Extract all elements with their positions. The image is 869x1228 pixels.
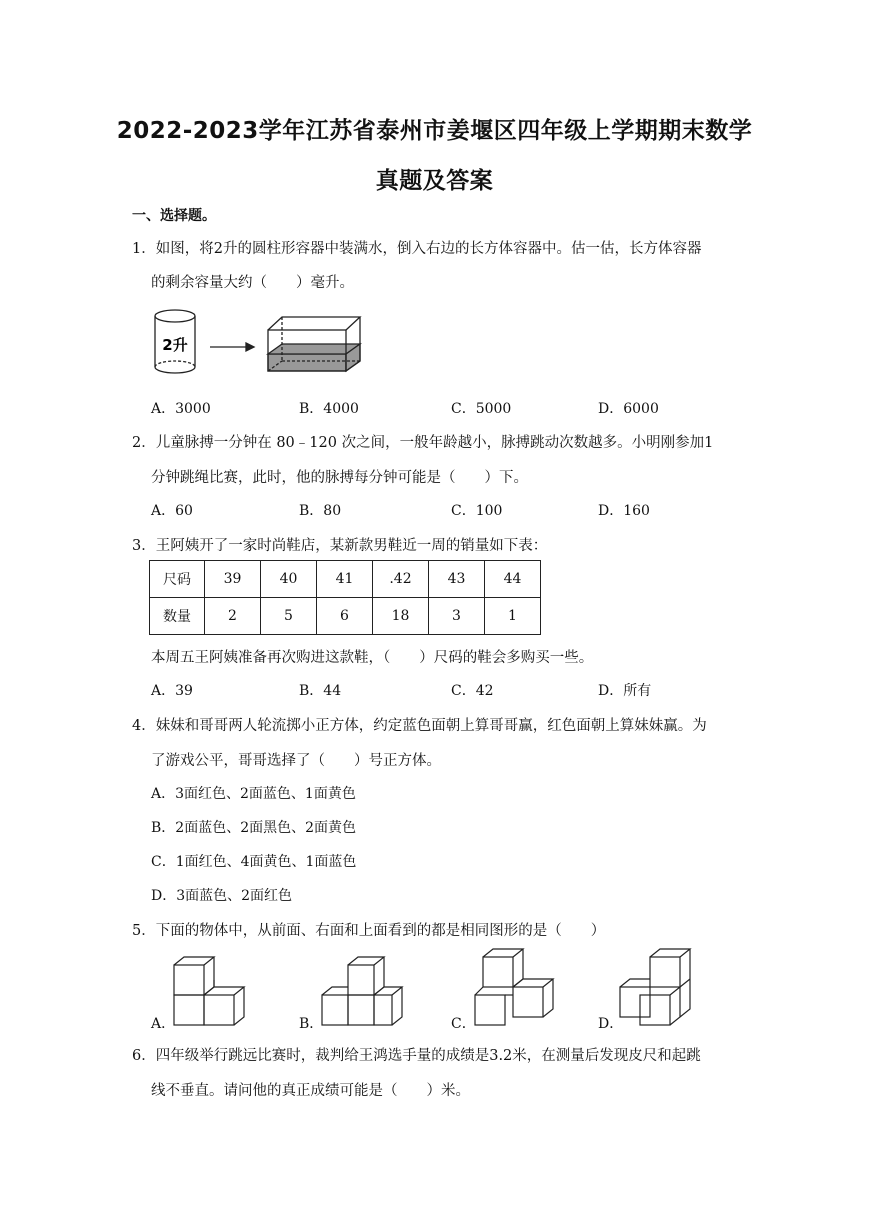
q4-option-d: D．3面蓝色、2面红色 [151, 888, 293, 904]
q5-option-d: D． [598, 1016, 624, 1032]
cylinder-label: 2升 [162, 336, 188, 354]
q2-option-a: A．60 [151, 503, 193, 519]
table-cell: 18 [373, 598, 429, 635]
q1-line-2: 的剩余容量大约（ ）毫升。 [151, 275, 354, 291]
q5-option-a: A． [151, 1016, 176, 1032]
q4-line-1: 4．妹妹和哥哥两人轮流掷小正方体，约定蓝色面朝上算哥哥赢，红色面朝上算妹妹赢。为 [132, 718, 707, 734]
q3-line-2: 本周五王阿姨准备再次购进这款鞋，（ ）尺码的鞋会多购买一些。 [151, 650, 594, 666]
q2-line-2: 分钟跳绳比赛，此时，他的脉搏每分钟可能是（ ）下。 [151, 470, 528, 486]
q4-option-b: B．2面蓝色、2面黑色、2面黄色 [151, 820, 357, 836]
q1-option-a: A．3000 [151, 401, 211, 417]
q1-option-c: C．5000 [451, 401, 512, 417]
q3-option-a: A．39 [151, 683, 193, 699]
q4-option-a: A．3面红色、2面蓝色、1面黄色 [151, 786, 356, 802]
table-cell: 尺码 [150, 561, 205, 598]
q3-option-d: D．所有 [598, 683, 652, 699]
table-cell: 1 [485, 598, 541, 635]
section-heading: 一、选择题。 [132, 208, 216, 224]
table-cell: 44 [485, 561, 541, 598]
q1-figure [150, 305, 370, 380]
table-row [150, 561, 541, 598]
q1-option-d: D．6000 [598, 401, 659, 417]
table-cell: 6 [317, 598, 373, 635]
q2-option-c: C．100 [451, 503, 503, 519]
table-cell: 43 [429, 561, 485, 598]
table-cell: 数量 [150, 598, 205, 635]
title-line-1: 2022-2023学年江苏省泰州市姜堰区四年级上学期期末数学 [116, 118, 753, 144]
table-cell: .42 [373, 561, 429, 598]
table-cell: 2 [205, 598, 261, 635]
q4-option-c: C．1面红色、4面黄色、1面蓝色 [151, 854, 357, 870]
table-cell: 39 [205, 561, 261, 598]
q5-option-b: B． [299, 1016, 324, 1032]
q3-option-b: B．44 [299, 683, 342, 699]
q4-line-2: 了游戏公平，哥哥选择了（ ）号正方体。 [151, 753, 441, 769]
rectangular-box-icon [268, 317, 360, 371]
cube-figure-c [473, 945, 558, 1030]
q3-line-1: 3．王阿姨开了一家时尚鞋店，某新款男鞋近一周的销量如下表： [132, 538, 548, 554]
shoe-sales-table [149, 560, 541, 635]
cube-figure-b [320, 950, 405, 1030]
q2-option-b: B．80 [299, 503, 342, 519]
title-line-2: 真题及答案 [375, 168, 494, 194]
q6-line-1: 6．四年级举行跳远比赛时，裁判给王鸿选手量的成绩是3.2米，在测量后发现皮尺和起跳 [132, 1048, 701, 1064]
q2-line-1: 2．儿童脉搏一分钟在 80﹣120 次之间，一般年龄越小，脉搏跳动次数越多。小明刚参加1 [132, 435, 714, 451]
table-cell: 3 [429, 598, 485, 635]
q3-option-c: C．42 [451, 683, 494, 699]
table-row [150, 598, 541, 635]
q6-line-2: 线不垂直。请问他的真正成绩可能是（ ）米。 [151, 1083, 470, 1099]
q2-option-d: D．160 [598, 503, 650, 519]
cube-figure-d [618, 945, 703, 1030]
arrow-right-icon [210, 343, 254, 351]
table-cell: 41 [317, 561, 373, 598]
q1-option-b: B．4000 [299, 401, 359, 417]
q5-line-1: 5．下面的物体中，从前面、右面和上面看到的都是相同图形的是（ ） [132, 923, 606, 939]
q5-option-c: C． [451, 1016, 476, 1032]
q1-line-1: 1．如图，将2升的圆柱形容器中装满水，倒入右边的长方体容器中。估一估，长方体容器 [132, 241, 702, 257]
table-cell: 5 [261, 598, 317, 635]
cube-figure-a [172, 950, 247, 1030]
table-cell: 40 [261, 561, 317, 598]
